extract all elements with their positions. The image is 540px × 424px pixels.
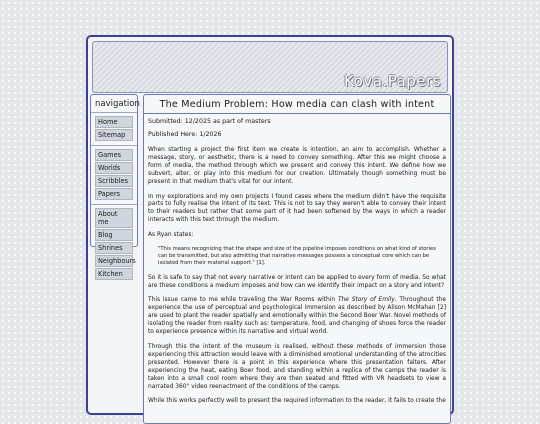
article-paragraph: So it is safe to say that not every narrative or intent can be applied to every form of media. So what are these conditions a medium imposes and how can we identify their impact on a story and intent?: [148, 274, 446, 289]
nav-link-neighbours[interactable]: Neighbours: [95, 255, 133, 267]
article-paragraph: As Ryan states:: [148, 232, 194, 239]
page-frame: [86, 35, 454, 415]
navigation-panel: [90, 94, 140, 278]
article-paragraph: While this works perfectly well to present the required information to the reader, it fails to create the: [148, 398, 446, 405]
block-quote: "This means recognizing that the shape and size of the pipeline imposes conditions on what kind of stories can be transmitted, but also admitting that narrative messages possess a conceptual core which can be isolated from their material support." [1].: [158, 246, 436, 267]
nav-group-main: [91, 112, 137, 145]
work-title: The Story of Emily: [337, 297, 395, 304]
nav-link-scribbles[interactable]: Scribbles: [95, 175, 133, 187]
nav-group-works: [91, 145, 137, 204]
article-title: The Medium Problem: How media can clash with intent: [144, 95, 450, 114]
published-date: Published Here: 1/2026: [148, 131, 222, 138]
submitted-date: Submitted: 12/2025 as part of masters: [148, 118, 271, 125]
site-title[interactable]: Kova.Papers: [344, 72, 441, 90]
navigation-heading: navigation: [95, 99, 140, 109]
nav-link-shrines[interactable]: Shrines: [95, 242, 133, 254]
nav-group-personal: [91, 204, 137, 284]
nav-link-sitemap[interactable]: Sitemap: [95, 129, 133, 141]
article-paragraph: When starting a project the first item we create is intention, an aim to accomplish. Whether a message, story, or aesthetic, there is a need to convey something. After this we might choose a form of media, the method through which we present and convey this intent. We define how we subvert, alter, or play into this medium for our creation. Ultimately though something must be present in that medium that's vital for our intent.: [148, 147, 446, 185]
article-paragraph: Through this the intent of the museum is realised, without these methods of immersion those experiencing this attraction would leave with a diminished emotional understanding of the atrocities presented. However there is a point in this experience where this presentation falters. After experiencing the heat, eating Boer food, and standing within a replica of the camps the reader is taken into a small cool room where they are then seated and fitted with VR headsets to view a narrated 360° video reenactment of the conditions of the camps.: [148, 344, 446, 390]
nav-link-about-me[interactable]: About me: [95, 208, 133, 228]
nav-link-kitchen[interactable]: Kitchen: [95, 268, 133, 280]
paragraph-text: This issue came to me while traveling the War Rooms within: [148, 297, 338, 304]
nav-link-blog[interactable]: Blog: [95, 229, 133, 241]
article-panel: [143, 94, 451, 424]
nav-link-games[interactable]: Games: [95, 149, 133, 161]
nav-link-papers[interactable]: Papers: [95, 188, 133, 200]
article-paragraph: In my explorations and my own projects I found cases where the medium didn't have the requisite parts to fully realise the intent of its text. This is not to say they weren't able to convey their intent to their readers but rather that some part of it had been softened by the ways in which a reader interacts with this text through the medium.: [148, 193, 446, 224]
article-paragraph: [148, 297, 446, 337]
paragraph-text: . Throughout the experience the use of perceptual and psychological immersion as described by Alison McMahan [2] are used to plant the reader spatially and emotionally within the Second Boer War. Novel methods of isolating the reader from reality such as: temperature, food, and changing of shoes force the reader to experience presence within its narrative and virtual world.: [148, 297, 446, 336]
site-header: [92, 41, 448, 93]
nav-link-home[interactable]: Home: [95, 116, 133, 128]
nav-link-worlds[interactable]: Worlds: [95, 162, 133, 174]
